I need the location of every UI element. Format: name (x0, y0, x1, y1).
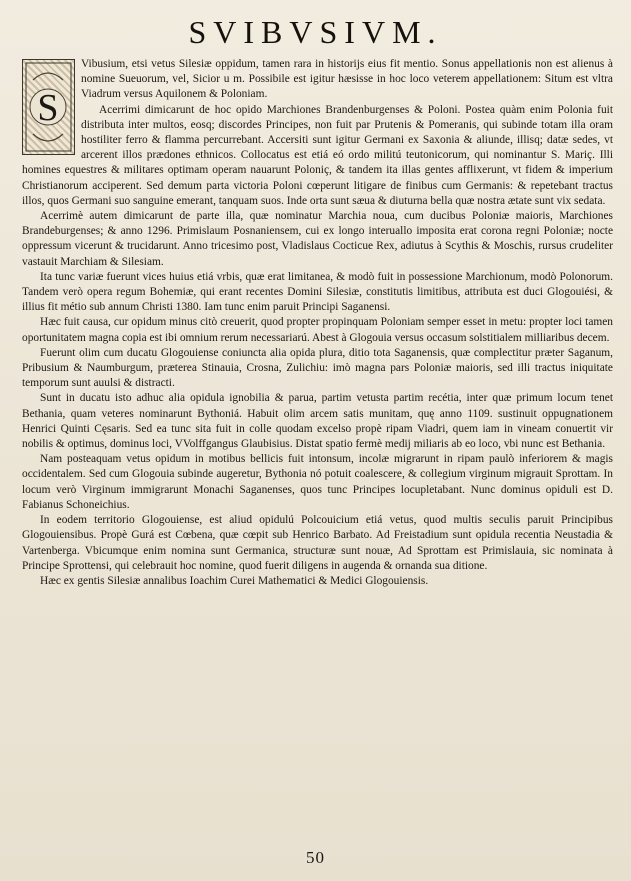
paragraph: Vibusium, etsi vetus Silesiæ oppidum, tamen rara in historijs eius fit mentio. Sonus appellationis non est alienus à nomine Sueuorum, vel, Sicior u m. Possibile est igitur hæsisse in hoc loco veterem appellationem: Situm est vltra Viadrum versus Aquilonem & Poloniam. (81, 58, 613, 101)
page-number: 50 (306, 848, 325, 867)
drop-cap-letter: S (37, 87, 59, 129)
paragraph: Fuerunt olim cum ducatu Glogouiense coniuncta alia opida plura, ditio tota Saganensis, quæ complectitur præter Saganum, Pribusium & Naumburgum, præterea Stinauia, Crosna, Zulichiu: imò magna pars Poloniæ maioris, sed illi tractus iniquitate temporum sunt auulsi & distracti. (22, 346, 613, 390)
paragraph: Ita tunc variæ fuerunt vices huius etiá vrbis, quæ erat limitanea, & modò fuit in possessione Marchionum, modò Polonorum. Tandem verò opera regum Bohemiæ, qui erant recentes Domini Silesiæ, constitutis limitibus, attributa est duci Glogouiési, & illius fit métio sub annum Christi 1380. Iam tunc enim paruit Principi Saganensi. (22, 270, 613, 314)
paragraph: Acerrimi dimicarunt de hoc opido Marchiones Brandenburgenses & Poloni. Postea quàm enim Polonia fuit distributa inter multos, eosq; discordes Principes, non fuit par Prutenis & Pomeranis, qui subinde totam illa oram hostiliter ferro & flamma percurrebant. Accersiti sunt igitur Germani ex Saxonia & aliunde, illisq; datæ sedes, vt arcerent illos prædones ethnicos. Collocatus est etiá eó ordo militú teutonicorum, qui nominantur S. Mariç. Illi homines equestres & militares optimam operam nauarunt Poloniç, & tandem ita illas gentes afflixerunt, vt fidem & imperium Christianorum acciperent. Sed demum parta victoria Poloni cœperunt litigare de finibus cum Germanis: & repetebant tractus illos, quos Germani suo sanguine emerant, tanquam suos. Inde orta sunt sæua & diuturna bella quæ nostra ætate sunt vix sedata. (22, 103, 613, 207)
paragraph: Acerrimè autem dimicarunt de parte illa, quæ nominatur Marchia noua, cum ducibus Poloniæ maioris, Marchiones Brandeburgenses; & anno 1296. Primislaum Posnaniensem, cui ex longo interuallo imposita erat corona regni Poloniæ; nocte oppressum vicerunt & trucidarunt. Anno tricesimo post, Vladislaus Cocticue Rex, adiutus à Scythis & Moschis, rursus crudeliter vastauit Marchiam & Silesiam. (22, 210, 613, 268)
paragraph: Sunt in ducatu isto adhuc alia opidula ignobilia & parua, partim vetusta partim recétia, inter quæ primum locum tenet Bethania, quam veteres nominarunt Bythoniá. Habuit olim arcem satis munitam, quę anno 1109. sustinuit oppugnationem Henrici Quinti Cęsaris. Sed ea tunc sita fuit in colle quodam excelso propè ripam Viadri, quem iam in vineam conuertit vir nobilis & optimus, dominus loci, VVolffgangus Glaubisius. Distat spatio fermè medij miliaris ab eo loco, vbi nunc est Bethania. (22, 392, 613, 451)
ornamental-initial (22, 59, 75, 155)
paragraph: Nam posteaquam vetus opidum in motibus bellicis fuit intonsum, incolæ migrarunt in ripam paulò inferiorem & magis occidentalem. Sed cum Glogouia subinde augeretur, Bythonia nó potuit coalescere, & collegium virginum migrauit Sprottam. In locum verò Virginum immigrarunt Monachi Saganenses, quos tunc Principes locupletabant. Nunc dominus opiduli est D. Fabianus Schoneichius. (22, 453, 613, 511)
ornamental-initial-icon (23, 60, 74, 154)
paragraph: In eodem territorio Glogouiense, est aliud opidulú Polcouicium etiá vetus, quod multis seculis paruit Principibus Glogouiensibus. Propè Gurá est Cœbena, quæ cœpit sub Henrico Barbato. Ad Freistadium sunt opidula recentia Neustadia & Vartenberga. Vbicumque enim nomina sunt Germanica, structuræ sunt nouæ, Ad Sprottam est Primislauia, sic nominata à Principe Sprottensi, qui celebrauit hoc nomine, quod fuerit diligens in augenda & ornanda sua ditione. (22, 514, 613, 572)
paragraph: Hæc fuit causa, cur opidum minus citò creuerit, quod propter propinquam Poloniam semper esset in metu: propter loci tamen oportunitatem magna copia est ibi omnium rerum necessariarú. Abest à Glogouia versus occasum solstitialem milliaribus decem. (22, 316, 613, 344)
body-text (22, 57, 613, 589)
page-title: SVIBVSIVM. (188, 14, 443, 50)
paragraph: Hæc ex gentis Silesiæ annalibus Ioachim Curei Mathematici & Medici Glogouiensis. (40, 574, 429, 587)
